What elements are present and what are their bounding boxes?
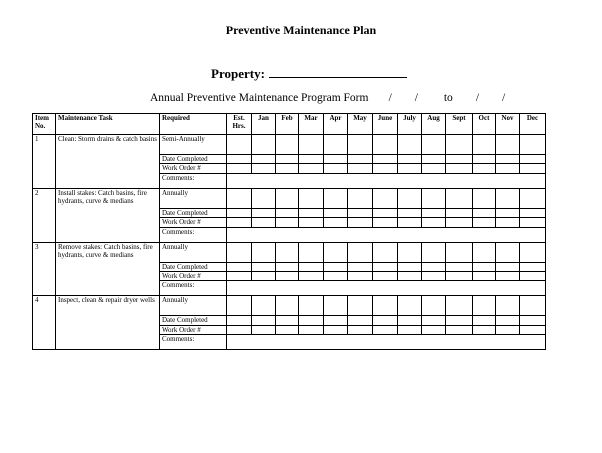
- header-month-july: July: [398, 114, 422, 135]
- schedule-cell[interactable]: [276, 325, 299, 334]
- schedule-cell[interactable]: [373, 208, 398, 217]
- schedule-cell[interactable]: [252, 271, 276, 280]
- schedule-cell[interactable]: [473, 218, 496, 227]
- schedule-cell[interactable]: [446, 155, 473, 164]
- schedule-cell[interactable]: [276, 218, 299, 227]
- schedule-cell[interactable]: [422, 242, 446, 262]
- schedule-cell[interactable]: [373, 316, 398, 325]
- schedule-cell[interactable]: [252, 155, 276, 164]
- schedule-cell[interactable]: [252, 262, 276, 271]
- header-month-dec: Dec: [520, 114, 546, 135]
- schedule-cell[interactable]: [227, 218, 252, 227]
- schedule-cell[interactable]: [398, 135, 422, 155]
- schedule-cell[interactable]: [398, 164, 422, 173]
- schedule-cell[interactable]: [252, 325, 276, 334]
- schedule-cell[interactable]: [446, 296, 473, 316]
- schedule-cell[interactable]: [299, 218, 324, 227]
- frequency-cell: Annually: [160, 188, 227, 208]
- schedule-cell[interactable]: [422, 316, 446, 325]
- schedule-cell[interactable]: [398, 155, 422, 164]
- schedule-cell[interactable]: [299, 325, 324, 334]
- date-completed-label: Date Completed: [160, 316, 227, 325]
- schedule-cell[interactable]: [348, 208, 373, 217]
- table-row: [33, 188, 546, 208]
- schedule-cell[interactable]: [422, 155, 446, 164]
- schedule-cell[interactable]: [446, 188, 473, 208]
- date-to-label: to: [443, 92, 453, 104]
- date-from-slash-1: /: [388, 92, 392, 104]
- frequency-cell: Annually: [160, 242, 227, 262]
- schedule-cell[interactable]: [473, 155, 496, 164]
- date-from-slash-2: /: [414, 92, 418, 104]
- schedule-cell[interactable]: [348, 218, 373, 227]
- schedule-cell[interactable]: [422, 325, 446, 334]
- frequency-cell: Semi-Annually: [160, 135, 227, 155]
- header-month-may: May: [348, 114, 373, 135]
- schedule-cell[interactable]: [520, 296, 546, 316]
- comments-label: Comments:: [160, 335, 227, 350]
- schedule-cell[interactable]: [446, 271, 473, 280]
- schedule-cell[interactable]: [520, 164, 546, 173]
- date-to-slash-2: /: [502, 92, 506, 104]
- schedule-cell[interactable]: [446, 262, 473, 271]
- schedule-cell[interactable]: [446, 208, 473, 217]
- schedule-cell[interactable]: [398, 188, 422, 208]
- schedule-cell[interactable]: [252, 296, 276, 316]
- comments-field[interactable]: [227, 173, 546, 188]
- schedule-cell[interactable]: [422, 208, 446, 217]
- schedule-cell[interactable]: [520, 242, 546, 262]
- work-order-label: Work Order #: [160, 325, 227, 334]
- schedule-cell[interactable]: [324, 296, 348, 316]
- schedule-cell[interactable]: [473, 242, 496, 262]
- schedule-cell[interactable]: [324, 316, 348, 325]
- schedule-cell[interactable]: [520, 316, 546, 325]
- schedule-cell[interactable]: [227, 242, 252, 262]
- schedule-cell[interactable]: [227, 155, 252, 164]
- schedule-cell[interactable]: [520, 218, 546, 227]
- schedule-cell[interactable]: [373, 242, 398, 262]
- schedule-cell[interactable]: [422, 135, 446, 155]
- table-row: [33, 135, 546, 155]
- header-maintenance-task: Maintenance Task: [56, 114, 160, 135]
- table-row: [33, 296, 546, 316]
- header-month-jan: Jan: [252, 114, 276, 135]
- header-month-aug: Aug: [422, 114, 446, 135]
- frequency-cell: Annually: [160, 296, 227, 316]
- property-blank-line[interactable]: [269, 65, 407, 78]
- schedule-cell[interactable]: [348, 271, 373, 280]
- schedule-cell[interactable]: [276, 242, 299, 262]
- schedule-cell[interactable]: [252, 188, 276, 208]
- schedule-cell[interactable]: [348, 316, 373, 325]
- schedule-cell[interactable]: [398, 325, 422, 334]
- schedule-cell[interactable]: [422, 164, 446, 173]
- task-cell: Inspect, clean & repair dryer wells: [56, 296, 160, 350]
- schedule-cell[interactable]: [373, 218, 398, 227]
- date-completed-label: Date Completed: [160, 208, 227, 217]
- schedule-cell[interactable]: [227, 271, 252, 280]
- schedule-cell[interactable]: [299, 188, 324, 208]
- schedule-cell[interactable]: [373, 188, 398, 208]
- schedule-cell[interactable]: [252, 164, 276, 173]
- schedule-cell[interactable]: [520, 262, 546, 271]
- task-cell: Remove stakes: Catch basins, fire hydrants, curve & medians: [56, 242, 160, 296]
- schedule-cell[interactable]: [227, 188, 252, 208]
- schedule-cell[interactable]: [276, 164, 299, 173]
- schedule-cell[interactable]: [446, 218, 473, 227]
- schedule-cell[interactable]: [348, 242, 373, 262]
- schedule-cell[interactable]: [398, 262, 422, 271]
- schedule-cell[interactable]: [324, 135, 348, 155]
- schedule-cell[interactable]: [473, 262, 496, 271]
- schedule-cell[interactable]: [276, 155, 299, 164]
- header-item-no: Item No.: [33, 114, 56, 135]
- schedule-cell[interactable]: [496, 296, 520, 316]
- schedule-cell[interactable]: [398, 271, 422, 280]
- task-cell: Clean: Storm drains & catch basins: [56, 135, 160, 189]
- schedule-cell[interactable]: [252, 316, 276, 325]
- schedule-cell[interactable]: [446, 316, 473, 325]
- schedule-cell[interactable]: [276, 188, 299, 208]
- header-est-hrs: Est. Hrs.: [227, 114, 252, 135]
- schedule-cell[interactable]: [473, 208, 496, 217]
- schedule-cell[interactable]: [324, 208, 348, 217]
- schedule-cell[interactable]: [473, 164, 496, 173]
- schedule-cell[interactable]: [373, 135, 398, 155]
- schedule-cell[interactable]: [227, 164, 252, 173]
- schedule-cell[interactable]: [299, 155, 324, 164]
- schedule-cell[interactable]: [496, 325, 520, 334]
- schedule-cell[interactable]: [373, 296, 398, 316]
- comments-field[interactable]: [227, 281, 546, 296]
- schedule-cell[interactable]: [473, 296, 496, 316]
- date-to-slash-1: /: [475, 92, 480, 104]
- schedule-cell[interactable]: [348, 155, 373, 164]
- schedule-cell[interactable]: [227, 208, 252, 217]
- schedule-cell[interactable]: [422, 296, 446, 316]
- schedule-cell[interactable]: [446, 325, 473, 334]
- header-month-nov: Nov: [496, 114, 520, 135]
- schedule-cell[interactable]: [299, 271, 324, 280]
- schedule-cell[interactable]: [373, 262, 398, 271]
- schedule-cell[interactable]: [348, 262, 373, 271]
- schedule-cell[interactable]: [496, 218, 520, 227]
- schedule-cell[interactable]: [422, 218, 446, 227]
- header-month-sept: Sept: [446, 114, 473, 135]
- schedule-cell[interactable]: [398, 316, 422, 325]
- schedule-cell[interactable]: [252, 242, 276, 262]
- table-header-row: [33, 114, 546, 135]
- schedule-cell[interactable]: [324, 242, 348, 262]
- comments-label: Comments:: [160, 173, 227, 188]
- schedule-cell[interactable]: [276, 208, 299, 217]
- schedule-cell[interactable]: [299, 242, 324, 262]
- schedule-cell[interactable]: [422, 262, 446, 271]
- property-field: [211, 65, 407, 82]
- schedule-cell[interactable]: [473, 271, 496, 280]
- schedule-cell[interactable]: [373, 164, 398, 173]
- table-row: [33, 242, 546, 262]
- date-completed-label: Date Completed: [160, 262, 227, 271]
- schedule-cell[interactable]: [496, 262, 520, 271]
- schedule-cell[interactable]: [373, 155, 398, 164]
- schedule-cell[interactable]: [276, 135, 299, 155]
- schedule-cell[interactable]: [324, 188, 348, 208]
- page-title: Preventive Maintenance Plan: [225, 23, 377, 37]
- header-month-apr: Apr: [324, 114, 348, 135]
- work-order-label: Work Order #: [160, 164, 227, 173]
- schedule-cell[interactable]: [520, 188, 546, 208]
- work-order-label: Work Order #: [160, 218, 227, 227]
- comments-field[interactable]: [227, 335, 546, 350]
- schedule-cell[interactable]: [398, 296, 422, 316]
- schedule-cell[interactable]: [252, 208, 276, 217]
- item-no-cell: 4: [33, 296, 56, 350]
- schedule-cell[interactable]: [398, 242, 422, 262]
- schedule-cell[interactable]: [446, 164, 473, 173]
- header-month-oct: Oct: [473, 114, 496, 135]
- schedule-cell[interactable]: [520, 325, 546, 334]
- schedule-cell[interactable]: [520, 271, 546, 280]
- item-no-cell: 3: [33, 242, 56, 296]
- schedule-cell[interactable]: [422, 188, 446, 208]
- schedule-cell[interactable]: [299, 262, 324, 271]
- schedule-cell[interactable]: [252, 135, 276, 155]
- schedule-cell[interactable]: [299, 316, 324, 325]
- schedule-cell[interactable]: [422, 271, 446, 280]
- schedule-cell[interactable]: [348, 296, 373, 316]
- schedule-cell[interactable]: [227, 316, 252, 325]
- schedule-cell[interactable]: [473, 188, 496, 208]
- schedule-cell[interactable]: [227, 296, 252, 316]
- header-required: Required: [160, 114, 227, 135]
- header-month-mar: Mar: [299, 114, 324, 135]
- header-month-feb: Feb: [276, 114, 299, 135]
- schedule-cell[interactable]: [348, 188, 373, 208]
- schedule-cell[interactable]: [227, 325, 252, 334]
- comments-label: Comments:: [160, 281, 227, 296]
- form-heading: [150, 92, 505, 104]
- schedule-cell[interactable]: [496, 316, 520, 325]
- schedule-cell[interactable]: [496, 155, 520, 164]
- schedule-cell[interactable]: [520, 208, 546, 217]
- comments-field[interactable]: [227, 227, 546, 242]
- schedule-cell[interactable]: [276, 271, 299, 280]
- header-month-june: June: [373, 114, 398, 135]
- schedule-cell[interactable]: [496, 135, 520, 155]
- property-label: Property:: [211, 66, 265, 81]
- schedule-cell[interactable]: [348, 135, 373, 155]
- schedule-cell[interactable]: [324, 325, 348, 334]
- schedule-cell[interactable]: [299, 135, 324, 155]
- schedule-cell[interactable]: [276, 262, 299, 271]
- schedule-cell[interactable]: [348, 164, 373, 173]
- schedule-cell[interactable]: [373, 271, 398, 280]
- work-order-label: Work Order #: [160, 271, 227, 280]
- date-completed-label: Date Completed: [160, 155, 227, 164]
- schedule-cell[interactable]: [520, 155, 546, 164]
- schedule-cell[interactable]: [324, 155, 348, 164]
- schedule-cell[interactable]: [496, 188, 520, 208]
- schedule-cell[interactable]: [520, 135, 546, 155]
- schedule-cell[interactable]: [276, 316, 299, 325]
- item-no-cell: 2: [33, 188, 56, 242]
- schedule-cell[interactable]: [496, 242, 520, 262]
- schedule-cell[interactable]: [473, 316, 496, 325]
- schedule-cell[interactable]: [398, 218, 422, 227]
- task-cell: Install stakes: Catch basins, fire hydrants, curve & medians: [56, 188, 160, 242]
- table-body: [33, 135, 546, 350]
- form-title: Annual Preventive Maintenance Program Form: [150, 92, 369, 104]
- schedule-cell[interactable]: [324, 262, 348, 271]
- schedule-cell[interactable]: [227, 262, 252, 271]
- schedule-cell[interactable]: [324, 271, 348, 280]
- schedule-cell[interactable]: [299, 164, 324, 173]
- comments-label: Comments:: [160, 227, 227, 242]
- schedule-cell[interactable]: [496, 208, 520, 217]
- schedule-cell[interactable]: [348, 325, 373, 334]
- schedule-cell[interactable]: [252, 218, 276, 227]
- schedule-cell[interactable]: [446, 242, 473, 262]
- maintenance-table: [32, 113, 546, 350]
- schedule-cell[interactable]: [373, 325, 398, 334]
- schedule-cell[interactable]: [496, 271, 520, 280]
- schedule-cell[interactable]: [398, 208, 422, 217]
- schedule-cell[interactable]: [299, 296, 324, 316]
- schedule-cell[interactable]: [473, 135, 496, 155]
- schedule-cell[interactable]: [227, 135, 252, 155]
- schedule-cell[interactable]: [496, 164, 520, 173]
- item-no-cell: 1: [33, 135, 56, 189]
- schedule-cell[interactable]: [276, 296, 299, 316]
- schedule-cell[interactable]: [446, 135, 473, 155]
- schedule-cell[interactable]: [473, 325, 496, 334]
- schedule-cell[interactable]: [324, 164, 348, 173]
- schedule-cell[interactable]: [299, 208, 324, 217]
- schedule-cell[interactable]: [324, 218, 348, 227]
